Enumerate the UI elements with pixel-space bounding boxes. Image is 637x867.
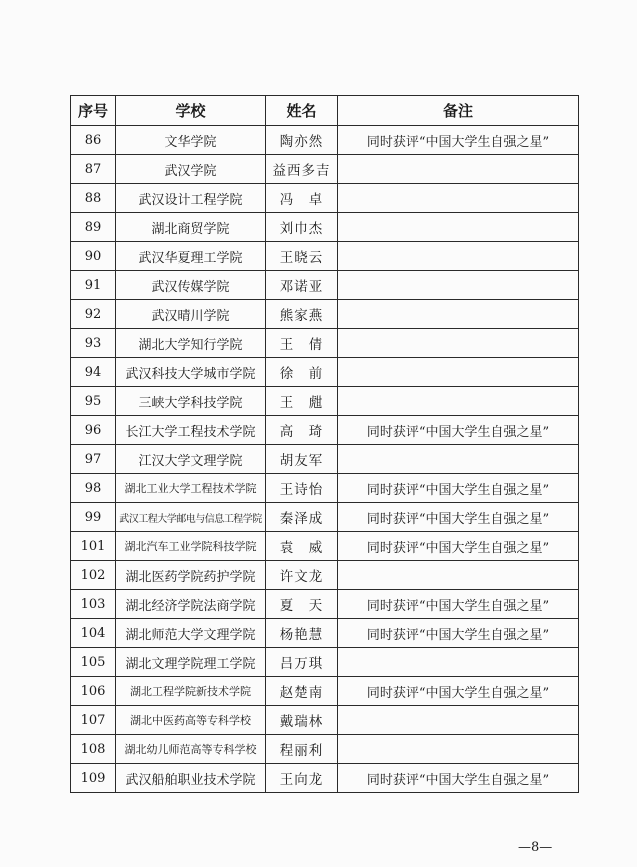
cell-note bbox=[338, 155, 579, 184]
cell-note bbox=[338, 358, 579, 387]
cell-name: 刘巾杰 bbox=[266, 213, 338, 242]
cell-no: 104 bbox=[71, 619, 116, 648]
cell-no: 97 bbox=[71, 445, 116, 474]
table-row bbox=[71, 242, 579, 271]
table-row bbox=[71, 706, 579, 735]
cell-note: 同时获评“中国大学生自强之星” bbox=[338, 677, 579, 706]
cell-no: 99 bbox=[71, 503, 116, 532]
cell-name: 戴瑞林 bbox=[266, 706, 338, 735]
table-row bbox=[71, 503, 579, 532]
cell-note bbox=[338, 329, 579, 358]
cell-no: 107 bbox=[71, 706, 116, 735]
cell-school: 江汉大学文理学院 bbox=[116, 445, 266, 474]
table-row bbox=[71, 416, 579, 445]
cell-name: 秦泽成 bbox=[266, 503, 338, 532]
cell-note bbox=[338, 735, 579, 764]
cell-school: 武汉学院 bbox=[116, 155, 266, 184]
cell-name: 王 倩 bbox=[266, 329, 338, 358]
cell-no: 101 bbox=[71, 532, 116, 561]
cell-school: 武汉工程大学邮电与信息工程学院 bbox=[116, 503, 266, 532]
cell-note: 同时获评“中国大学生自强之星” bbox=[338, 619, 579, 648]
table-row bbox=[71, 271, 579, 300]
header-school: 学校 bbox=[116, 96, 266, 126]
table-row bbox=[71, 213, 579, 242]
table-row bbox=[71, 387, 579, 416]
cell-name: 夏 天 bbox=[266, 590, 338, 619]
cell-no: 96 bbox=[71, 416, 116, 445]
cell-name: 赵楚南 bbox=[266, 677, 338, 706]
cell-note bbox=[338, 242, 579, 271]
cell-name: 益西多吉 bbox=[266, 155, 338, 184]
cell-school: 三峡大学科技学院 bbox=[116, 387, 266, 416]
cell-no: 92 bbox=[71, 300, 116, 329]
cell-school: 湖北幼儿师范高等专科学校 bbox=[116, 735, 266, 764]
cell-name: 王向龙 bbox=[266, 764, 338, 793]
table-row bbox=[71, 677, 579, 706]
table-row bbox=[71, 590, 579, 619]
cell-note bbox=[338, 213, 579, 242]
table-row bbox=[71, 619, 579, 648]
table-row bbox=[71, 561, 579, 590]
table-row bbox=[71, 532, 579, 561]
cell-no: 102 bbox=[71, 561, 116, 590]
cell-school: 湖北文理学院理工学院 bbox=[116, 648, 266, 677]
cell-name: 胡友军 bbox=[266, 445, 338, 474]
cell-note: 同时获评“中国大学生自强之星” bbox=[338, 416, 579, 445]
cell-school: 湖北大学知行学院 bbox=[116, 329, 266, 358]
cell-name: 王晓云 bbox=[266, 242, 338, 271]
page-number: —8— bbox=[518, 840, 553, 855]
cell-no: 105 bbox=[71, 648, 116, 677]
cell-school: 湖北经济学院法商学院 bbox=[116, 590, 266, 619]
cell-name: 冯 卓 bbox=[266, 184, 338, 213]
table-row bbox=[71, 445, 579, 474]
cell-name: 徐 前 bbox=[266, 358, 338, 387]
cell-school: 文华学院 bbox=[116, 126, 266, 155]
cell-name: 王 甝 bbox=[266, 387, 338, 416]
table-row bbox=[71, 155, 579, 184]
cell-note bbox=[338, 561, 579, 590]
cell-school: 湖北工业大学工程技术学院 bbox=[116, 474, 266, 503]
header-note: 备注 bbox=[338, 96, 579, 126]
cell-note bbox=[338, 387, 579, 416]
cell-school: 武汉科技大学城市学院 bbox=[116, 358, 266, 387]
table-row bbox=[71, 184, 579, 213]
cell-no: 87 bbox=[71, 155, 116, 184]
cell-note: 同时获评“中国大学生自强之星” bbox=[338, 126, 579, 155]
cell-school: 湖北师范大学文理学院 bbox=[116, 619, 266, 648]
cell-school: 武汉船舶职业技术学院 bbox=[116, 764, 266, 793]
cell-note bbox=[338, 706, 579, 735]
student-roster-table bbox=[70, 95, 579, 793]
cell-note bbox=[338, 271, 579, 300]
table-row bbox=[71, 735, 579, 764]
cell-note bbox=[338, 184, 579, 213]
cell-school: 湖北中医药高等专科学校 bbox=[116, 706, 266, 735]
cell-note: 同时获评“中国大学生自强之星” bbox=[338, 532, 579, 561]
cell-name: 程丽利 bbox=[266, 735, 338, 764]
cell-no: 90 bbox=[71, 242, 116, 271]
cell-no: 95 bbox=[71, 387, 116, 416]
cell-school: 湖北工程学院新技术学院 bbox=[116, 677, 266, 706]
cell-name: 王诗怡 bbox=[266, 474, 338, 503]
cell-no: 108 bbox=[71, 735, 116, 764]
cell-note bbox=[338, 300, 579, 329]
cell-school: 湖北汽车工业学院科技学院 bbox=[116, 532, 266, 561]
cell-name: 吕万琪 bbox=[266, 648, 338, 677]
table-row bbox=[71, 329, 579, 358]
table-row bbox=[71, 358, 579, 387]
cell-no: 88 bbox=[71, 184, 116, 213]
header-name: 姓名 bbox=[266, 96, 338, 126]
cell-name: 熊家燕 bbox=[266, 300, 338, 329]
cell-no: 86 bbox=[71, 126, 116, 155]
table-body bbox=[71, 126, 579, 793]
cell-school: 湖北商贸学院 bbox=[116, 213, 266, 242]
cell-name: 许文龙 bbox=[266, 561, 338, 590]
cell-no: 109 bbox=[71, 764, 116, 793]
cell-no: 98 bbox=[71, 474, 116, 503]
cell-note bbox=[338, 445, 579, 474]
cell-no: 94 bbox=[71, 358, 116, 387]
cell-school: 长江大学工程技术学院 bbox=[116, 416, 266, 445]
cell-note: 同时获评“中国大学生自强之星” bbox=[338, 590, 579, 619]
cell-no: 89 bbox=[71, 213, 116, 242]
cell-name: 杨艳慧 bbox=[266, 619, 338, 648]
table-row bbox=[71, 300, 579, 329]
cell-no: 93 bbox=[71, 329, 116, 358]
table-row bbox=[71, 648, 579, 677]
cell-name: 邓诺亚 bbox=[266, 271, 338, 300]
cell-school: 武汉设计工程学院 bbox=[116, 184, 266, 213]
cell-no: 91 bbox=[71, 271, 116, 300]
table-row bbox=[71, 126, 579, 155]
cell-note bbox=[338, 648, 579, 677]
cell-name: 陶亦然 bbox=[266, 126, 338, 155]
cell-no: 103 bbox=[71, 590, 116, 619]
table-row bbox=[71, 474, 579, 503]
cell-school: 武汉晴川学院 bbox=[116, 300, 266, 329]
cell-school: 武汉传媒学院 bbox=[116, 271, 266, 300]
cell-note: 同时获评“中国大学生自强之星” bbox=[338, 474, 579, 503]
cell-name: 袁 威 bbox=[266, 532, 338, 561]
cell-no: 106 bbox=[71, 677, 116, 706]
table-row bbox=[71, 764, 579, 793]
cell-school: 湖北医药学院药护学院 bbox=[116, 561, 266, 590]
cell-note: 同时获评“中国大学生自强之星” bbox=[338, 503, 579, 532]
table-header-row bbox=[71, 96, 579, 126]
header-no: 序号 bbox=[71, 96, 116, 126]
cell-name: 高 琦 bbox=[266, 416, 338, 445]
cell-school: 武汉华夏理工学院 bbox=[116, 242, 266, 271]
cell-note: 同时获评“中国大学生自强之星” bbox=[338, 764, 579, 793]
